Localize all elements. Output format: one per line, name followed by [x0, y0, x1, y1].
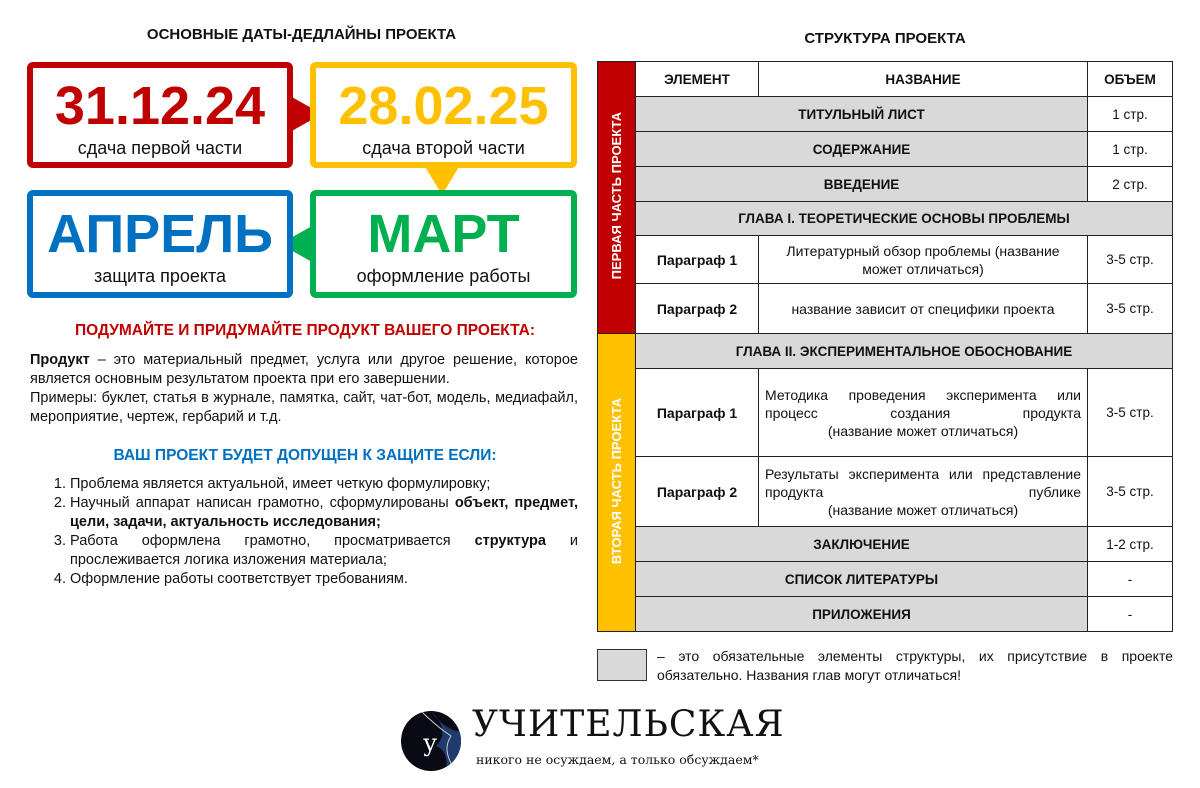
row-volume: 1 стр. — [1088, 97, 1173, 132]
row-volume: 1-2 стр. — [1088, 527, 1173, 562]
criteria-list — [30, 475, 578, 589]
row-name: СПИСОК ЛИТЕРАТУРЫ — [636, 562, 1088, 597]
deadline-formatting — [310, 190, 577, 298]
part-two-text: ВТОРАЯ ЧАСТЬ ПРОЕКТА — [609, 397, 624, 565]
row-volume: 1 стр. — [1088, 132, 1173, 167]
table-row — [598, 236, 1173, 284]
row-element: Параграф 2 — [636, 457, 759, 527]
logo-name: УЧИТЕЛЬСКАЯ — [472, 704, 785, 745]
row-name: ЗАКЛЮЧЕНИЕ — [636, 527, 1088, 562]
product-definition — [30, 351, 578, 389]
product-heading: ПОДУМАЙТЕ И ПРИДУМАЙТЕ ПРОДУКТ ВАШЕГО ПРОЕКТА: — [75, 322, 535, 339]
structure-section — [597, 30, 1173, 685]
svg-text:у: у — [423, 729, 438, 757]
criteria-item — [70, 532, 578, 570]
row-name: название зависит от специфики проекта — [759, 284, 1088, 334]
criteria-item: 4. Оформление работы соответствует требованиям. — [70, 570, 578, 589]
structure-title: СТРУКТУРА ПРОЕКТА — [804, 30, 966, 47]
deadline-label: сдача второй части — [362, 138, 525, 158]
table-row — [598, 457, 1173, 527]
logo-icon — [401, 711, 461, 771]
row-element: Параграф 2 — [636, 284, 759, 334]
row-volume: 3-5 стр. — [1088, 457, 1173, 527]
row-name — [759, 457, 1088, 527]
product-term: Продукт — [30, 352, 90, 368]
deadline-date: 31.12.24 — [54, 76, 266, 136]
text: Научный аппарат написан грамотно, сформулированы — [70, 495, 455, 511]
legend — [597, 647, 1173, 685]
row-volume: - — [1088, 562, 1173, 597]
legend-swatch — [597, 649, 647, 681]
criteria-item: 1. Проблема является актуальной, имеет четкую формулировку; — [70, 475, 578, 494]
name-note: (название может отличаться) — [827, 501, 1019, 518]
deadline-label: защита проекта — [93, 266, 227, 286]
table-row — [598, 97, 1173, 132]
row-volume: 3-5 стр. — [1088, 369, 1173, 457]
table-row — [598, 527, 1173, 562]
row-volume: 2 стр. — [1088, 167, 1173, 202]
row-volume: 3-5 стр. — [1088, 284, 1173, 334]
row-volume: - — [1088, 597, 1173, 632]
row-element: Параграф 1 — [636, 236, 759, 284]
deadline-month: МАРТ — [367, 204, 520, 264]
deadline-first-part — [27, 62, 293, 168]
bold-text: структура — [474, 533, 546, 549]
deadline-month: АПРЕЛЬ — [47, 204, 273, 264]
criteria-heading: ВАШ ПРОЕКТ БУДЕТ ДОПУЩЕН К ЗАЩИТЕ ЕСЛИ: — [113, 447, 497, 464]
deadlines-title: ОСНОВНЫЕ ДАТЫ-ДЕДЛАЙНЫ ПРОЕКТА — [146, 26, 457, 43]
part-one-text: ПЕРВАЯ ЧАСТЬ ПРОЕКТА — [609, 112, 624, 280]
row-name: Литературный обзор проблемы (название может отличаться) — [759, 236, 1088, 284]
deadline-second-part — [310, 62, 577, 168]
table-row — [598, 284, 1173, 334]
text: и прослеживается логика изложения материала; — [70, 533, 578, 568]
part-two-label — [598, 334, 636, 632]
table-row — [598, 562, 1173, 597]
name-text: Методика проведения эксперимента или процесс создания продукта — [765, 386, 1081, 421]
row-volume: 3-5 стр. — [1088, 236, 1173, 284]
deadline-defense — [27, 190, 293, 298]
deadline-date: 28.02.25 — [338, 76, 549, 136]
row-element: Параграф 1 — [636, 369, 759, 457]
criteria-item — [70, 494, 578, 532]
table-row — [598, 597, 1173, 632]
deadline-label: сдача первой части — [77, 138, 243, 158]
header-name: НАЗВАНИЕ — [759, 62, 1088, 97]
row-name: ВВЕДЕНИЕ — [636, 167, 1088, 202]
table-row — [598, 369, 1173, 457]
product-def-text: – это материальный предмет, услуга или другое решение, которое является основным результатом проекта при его завершении. — [30, 352, 578, 387]
header-element: ЭЛЕМЕНТ — [636, 62, 759, 97]
part-one-label — [598, 62, 636, 334]
row-name: ТИТУЛЬНЫЙ ЛИСТ — [636, 97, 1088, 132]
row-name — [759, 369, 1088, 457]
chapter-name: ГЛАВА II. ЭКСПЕРИМЕНТАЛЬНОЕ ОБОСНОВАНИЕ — [636, 334, 1173, 369]
table-row — [598, 167, 1173, 202]
deadline-label: оформление работы — [356, 266, 531, 286]
row-name: ПРИЛОЖЕНИЯ — [636, 597, 1088, 632]
table-row — [598, 334, 1173, 369]
name-note: (название может отличаться) — [827, 422, 1019, 439]
text: Работа оформлена грамотно, просматривается — [70, 533, 475, 549]
row-name: СОДЕРЖАНИЕ — [636, 132, 1088, 167]
table-row — [598, 202, 1173, 236]
chapter-name: ГЛАВА I. ТЕОРЕТИЧЕСКИЕ ОСНОВЫ ПРОБЛЕМЫ — [636, 202, 1173, 236]
table-row — [598, 132, 1173, 167]
product-and-criteria-section — [30, 322, 578, 589]
structure-table — [597, 61, 1173, 632]
product-examples: Примеры: буклет, статья в журнале, памятка, сайт, чат-бот, модель, медиафайл, мероприятие, чертеж, гербарий и т.д. — [30, 390, 578, 425]
legend-text: – это обязательные элементы структуры, их присутствие в проекте обязательно. Названия глав могут отличаться! — [657, 648, 1173, 683]
name-text: Результаты эксперимента или представление продукта публике — [765, 465, 1081, 500]
logo-tagline: никого не осуждаем, а только обсуждаем* — [476, 752, 759, 767]
header-volume: ОБЪЕМ — [1088, 62, 1173, 97]
bold-text: объект, предмет, цели, задачи, актуальность исследования; — [70, 495, 578, 530]
